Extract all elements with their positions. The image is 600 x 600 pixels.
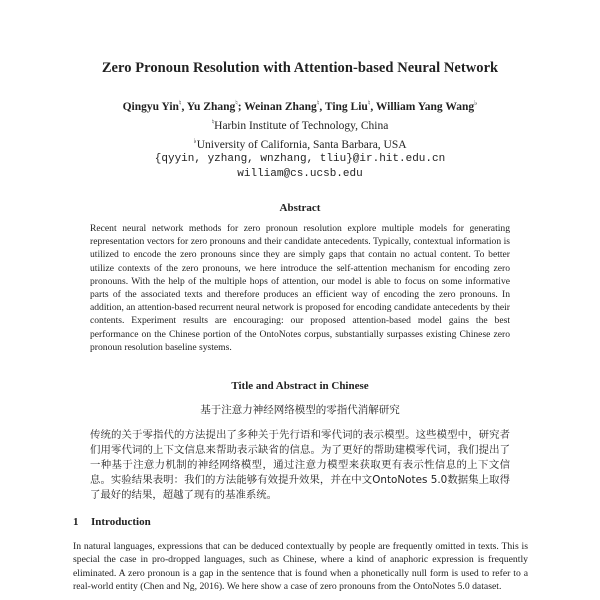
author-sep: , xyxy=(370,100,376,113)
email-line: william@cs.ucsb.edu xyxy=(237,168,363,181)
author-sep: , xyxy=(319,100,325,113)
author-affil-mark: ♮ xyxy=(235,99,238,107)
intro-text: In natural languages, expressions that can be deduced contextually by people are frequently omitted in texts. This is special the case in pro-dropped languages, such as Chinese, where a kind of anaphoric expression is frequently eliminated. A zero pronoun is a gap in the sentence that is found when a phonetically null form is used to refer to a real-world entity (Chen and Ng, 2016). We here show a case of zero pronouns from the OntoNotes 5.0 dataset. xyxy=(73,541,528,593)
affiliation-text: Harbin Institute of Technology, China xyxy=(214,119,389,132)
email-line: {qyyin, yzhang, wnzhang, tliu}@ir.hit.edu.cn xyxy=(154,153,446,166)
author-affil-mark: ♮ xyxy=(316,99,320,107)
section-number: 1 xyxy=(73,516,79,528)
paper-title: Zero Pronoun Resolution with Attention-based Neural Network xyxy=(101,60,499,76)
chinese-title: 基于注意力神经网络模型的零指代消解研究 xyxy=(200,404,400,416)
chinese-abstract: 传统的关于零指代的方法提出了多种关于先行语和零代词的表示模型。这些模型中，研究者们用零代词的上下文信息来帮助表示缺省的信息。为了更好的帮助建模零代词，我们提出了一种基于注意力机制的神经网络模型，通过注意力模型来获取更有表示性信息的上下文信息。实验结果表明：我们的方法能够有效提升效果，并在中文OntoNotes 5.0数据集上取得了最好的结果，超越了现有的基准系统。 xyxy=(90,429,510,501)
author-names xyxy=(0,96,600,115)
abstract-heading: Abstract xyxy=(279,202,321,214)
affiliation-line xyxy=(0,115,600,134)
author-name: William Yang Wang xyxy=(375,100,475,113)
author-affil-mark: ♭ xyxy=(474,99,478,107)
author-affil-mark: ♮ xyxy=(367,99,371,107)
author-affil-mark: ♮ xyxy=(178,99,182,107)
author-name: Weinan Zhang xyxy=(244,100,317,113)
abstract-text: Recent neural network methods for zero pronoun resolution explore multiple models for generating representation vectors for zero pronouns and their candidate antecedents. Typically, contextual information is utilized to encode the zero pronouns since they are simply gaps that contain no actual content. To better utilize contexts of the zero pronouns, we here introduce the self-attention mechanism for encoding zero pronouns. With the help of the multiple hops of attention, our model is able to focus on some informative parts of the associated texts and therefore produces an efficient way of encoding the zero pronouns. In addition, an attention-based recurrent neural network is proposed for encoding candidate antecedents by their contents. Experiment results are encouraging: our proposed attention-based model gains the best performance on the Chinese portion of the OntoNotes corpus, substantially surpasses existing Chinese zero pronoun resolution baseline systems. xyxy=(90,223,510,353)
author-name: Ting Liu xyxy=(324,100,368,113)
section-title: Introduction xyxy=(91,516,151,528)
affil-mark: ♭ xyxy=(193,136,197,145)
author-name: Qingyu Yin xyxy=(122,100,179,113)
affiliation-text: University of California, Santa Barbara, USA xyxy=(196,138,407,151)
author-sep: ; xyxy=(237,100,245,113)
chinese-section-heading: Title and Abstract in Chinese xyxy=(231,380,369,392)
author-block xyxy=(0,96,600,182)
author-name: Yu Zhang xyxy=(186,100,236,113)
intro-heading xyxy=(73,516,151,528)
affiliation-line xyxy=(0,134,600,153)
author-sep: , xyxy=(181,100,187,113)
affil-mark: ♮ xyxy=(211,117,215,126)
